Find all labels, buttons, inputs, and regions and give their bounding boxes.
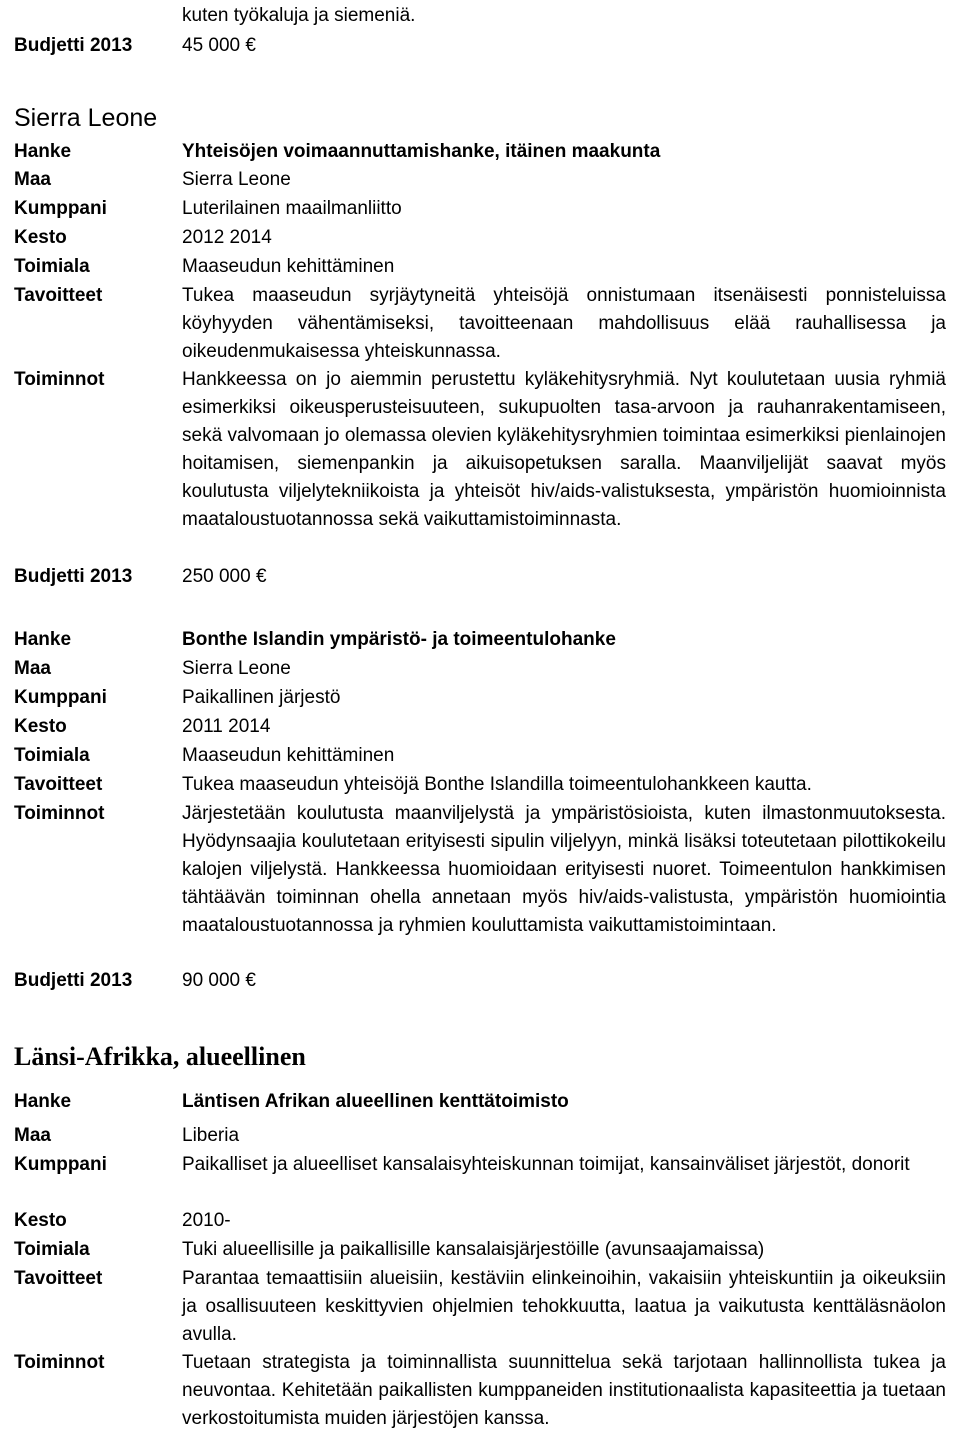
label-toiminnot: Toiminnot — [14, 369, 105, 390]
label-maa: Maa — [14, 1125, 51, 1146]
label-hanke: Hanke — [14, 629, 72, 650]
label-toimiala: Toimiala — [14, 256, 90, 277]
budget-label: Budjetti 2013 — [14, 35, 133, 56]
project-sector: Maaseudun kehittäminen — [182, 256, 395, 277]
label-toiminnot: Toiminnot — [14, 1352, 105, 1373]
label-hanke: Hanke — [14, 141, 72, 162]
label-tavoitteet: Tavoitteet — [14, 1268, 103, 1289]
project-sector: Maaseudun kehittäminen — [182, 745, 395, 766]
budget-value: 250 000 € — [182, 566, 267, 587]
label-maa: Maa — [14, 658, 51, 679]
project-activities: Tuetaan strategista ja toiminnallista suunnittelua sekä tarjotaan hallinnollista tukea ja neuvontaa. Kehitetään paikallisten kumppaneiden institutionaalista kapasiteettia ja tuetaan verkostoitumista muiden järjestöjen kanssa. — [182, 1352, 946, 1429]
section-heading-sierra-leone: Sierra Leone — [14, 104, 158, 132]
label-toimiala: Toimiala — [14, 1239, 90, 1260]
label-kesto: Kesto — [14, 716, 67, 737]
project-title: Läntisen Afrikan alueellinen kenttätoimisto — [182, 1091, 569, 1112]
project-duration: 2010- — [182, 1210, 231, 1231]
project-activities: Järjestetään koulutusta maanviljelystä ja ympäristösioista, kuten ilmastonmuutoksesta. Hyödynsaajia koulutetaan erityisesti sipulin viljelyyn, minkä lisäksi toteutetaan pilottikokeilu kalojen viljelystä. Hankkeessa huomioidaan erityisesti nuoret. Toimeentulon hankkimisen tähtäävän toiminnan ohella annetaan myös hiv/aids-valistusta, ympäristön huomiointia maataloustuotannossa ja ryhmien kouluttamista vaikuttamistoimintaan. — [182, 803, 946, 936]
section-heading-west-africa: Länsi-Afrikka, alueellinen — [14, 1042, 306, 1071]
project-duration: 2012 2014 — [182, 227, 272, 248]
project-partner: Paikallinen järjestö — [182, 687, 341, 708]
project-goals: Tukea maaseudun syrjäytyneitä yhteisöjä onnistumaan itsenäisesti ponnisteluissa köyhyyden vähentämiseksi, tavoitteenaan mahdollisuus elää rauhallisessa ja oikeudenmukaisessa yhteiskunnassa. — [182, 285, 946, 362]
continuation-text: kuten työkaluja ja siemeniä. — [182, 5, 416, 26]
project-country: Sierra Leone — [182, 169, 291, 190]
project-goals: Parantaa temaattisiin alueisiin, kestäviin elinkeinoihin, vakaisiin yhteiskuntiin ja oikeuksiin ja osallisuuteen keskittyvien ohjelmien tehokkuutta, laatua ja vaikutusta kenttäläsnäolon avulla. — [182, 1268, 946, 1345]
label-tavoitteet: Tavoitteet — [14, 285, 103, 306]
label-toiminnot: Toiminnot — [14, 803, 105, 824]
label-toimiala: Toimiala — [14, 745, 90, 766]
project-title: Bonthe Islandin ympäristö- ja toimeentulohanke — [182, 629, 616, 650]
project-country: Liberia — [182, 1125, 240, 1146]
budget-value: 45 000 € — [182, 35, 256, 56]
project-activities: Hankkeessa on jo aiemmin perustettu kyläkehitysryhmiä. Nyt koulutetaan uusia ryhmiä esimerkiksi oikeusperusteisuuteen, sukupuolten tasa-arvoon ja rauhanrakentamiseen, sekä valvomaan jo olemassa olevien kyläkehitysryhmien toimintaa esimerkiksi pienlainojen hoitamisen, siemenpankin ja aikuisopetuksen saralla. Maanviljelijät saavat myös koulutusta viljelytekniikoista ja yhteisöt hiv/aids-valistuksesta, ympäristön huomioinnista maataloustuotannossa sekä vaikuttamistoiminnasta. — [182, 369, 946, 530]
label-kumppani: Kumppani — [14, 198, 107, 219]
project-partner: Luterilainen maailmanliitto — [182, 198, 402, 219]
label-kumppani: Kumppani — [14, 1154, 107, 1175]
label-kesto: Kesto — [14, 1210, 67, 1231]
label-maa: Maa — [14, 169, 51, 190]
label-hanke: Hanke — [14, 1091, 72, 1112]
project-goals: Tukea maaseudun yhteisöjä Bonthe Islandilla toimeentulohankkeen kautta. — [182, 774, 812, 795]
project-sector: Tuki alueellisille ja paikallisille kansalaisjärjestöille (avunsaajamaissa) — [182, 1239, 765, 1260]
label-tavoitteet: Tavoitteet — [14, 774, 103, 795]
label-kesto: Kesto — [14, 227, 67, 248]
project-partner: Paikalliset ja alueelliset kansalaisyhteiskunnan toimijat, kansainväliset järjestöt, donorit — [182, 1154, 910, 1175]
budget-value: 90 000 € — [182, 970, 256, 991]
budget-label: Budjetti 2013 — [14, 566, 133, 587]
label-kumppani: Kumppani — [14, 687, 107, 708]
project-duration: 2011 2014 — [182, 716, 271, 737]
project-title: Yhteisöjen voimaannuttamishanke, itäinen maakunta — [182, 141, 661, 162]
budget-label: Budjetti 2013 — [14, 970, 133, 991]
project-country: Sierra Leone — [182, 658, 291, 679]
